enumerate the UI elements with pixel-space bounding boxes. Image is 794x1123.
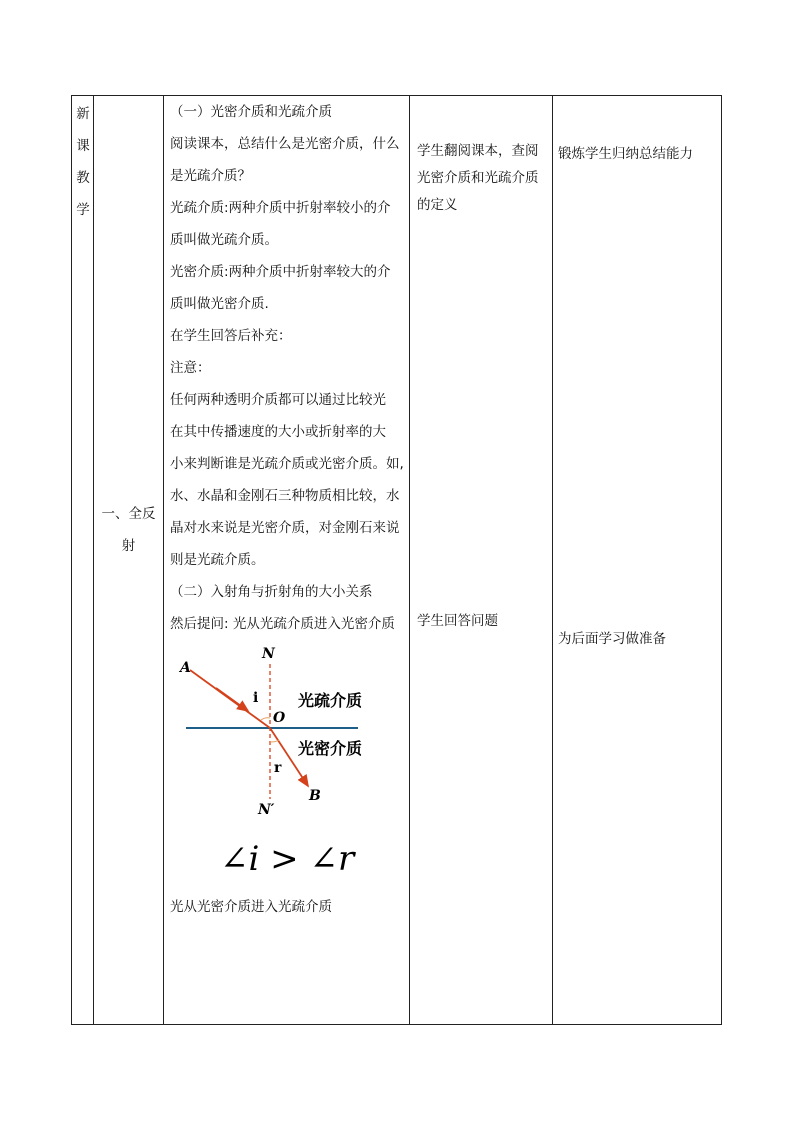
label-n: N (262, 646, 275, 662)
content-line: 质叫做光疏介质。 (170, 232, 278, 248)
stage-heading-char: 教 (76, 170, 90, 186)
content-line: 则是光疏介质。 (170, 552, 265, 568)
refraction-angle-arc (270, 740, 279, 742)
stage-heading-char: 课 (76, 138, 90, 154)
section-title-line1: 一、全反 (101, 506, 156, 522)
stage-heading (72, 98, 94, 226)
lesson-table (71, 95, 722, 1025)
label-b: B (309, 788, 321, 804)
content-line: 在学生回答后补充： (170, 328, 292, 344)
content-line: 光从光密介质进入光疏介质 (170, 899, 332, 915)
label-a: A (180, 660, 191, 676)
incidence-angle-arc (261, 718, 270, 720)
section-title-line2: 射 (121, 538, 136, 554)
lower-medium-label: 光密介质 (298, 739, 363, 758)
content-line: （一）光密介质和光疏介质 (170, 104, 332, 120)
stage-heading-char: 学 (76, 202, 90, 218)
label-o: O (273, 710, 286, 726)
teaching-content-last (170, 891, 410, 923)
student-activity-1: 学生翻阅课本，查阅光密介质和光疏介质的定义 (417, 143, 539, 213)
label-i: i (253, 690, 259, 706)
content-line: 是光疏介质？ (170, 168, 251, 184)
stage-heading-char: 新 (76, 106, 90, 122)
design-intent-1: 锻炼学生归纳总结能力 (558, 146, 693, 162)
content-line: 阅读课本，总结什么是光密介质，什么 (170, 136, 400, 152)
label-r: r (274, 760, 282, 776)
angle-formula (218, 836, 418, 882)
formula-text: ∠i > ∠r (220, 839, 355, 879)
content-line: 在其中传播速度的大小或折射率的大 (170, 424, 386, 440)
content-line: 任何两种透明介质都可以通过比较光 (170, 392, 386, 408)
student-activity-2: 学生回答问题 (417, 613, 498, 629)
upper-medium-label: 光疏介质 (298, 691, 363, 710)
content-line: 注意： (170, 360, 211, 376)
content-line: 小来判断谁是光疏介质或光密介质。如, (170, 456, 404, 472)
column-divider (552, 96, 553, 1024)
content-line: 光密介质:两种介质中折射率较大的介 (170, 264, 391, 280)
design-intent-2: 为后面学习做准备 (558, 631, 666, 647)
content-line: 然后提问: 光从光疏介质进入光密介质 (170, 616, 395, 632)
label-n-prime: N′ (258, 802, 275, 814)
content-line: 晶对水来说是光密介质，对金刚石来说 (170, 520, 400, 536)
content-line: 水、水晶和金刚石三种物质相比较，水 (170, 488, 400, 504)
teaching-content (170, 96, 410, 640)
content-line: 光疏介质:两种介质中折射率较小的介 (170, 200, 391, 216)
column-divider (163, 96, 164, 1024)
section-title (94, 498, 163, 562)
content-line: （二）入射角与折射角的大小关系 (170, 584, 373, 600)
incident-arrow (216, 688, 248, 711)
refraction-diagram (176, 644, 406, 814)
content-line: 质叫做光密介质. (170, 296, 269, 312)
